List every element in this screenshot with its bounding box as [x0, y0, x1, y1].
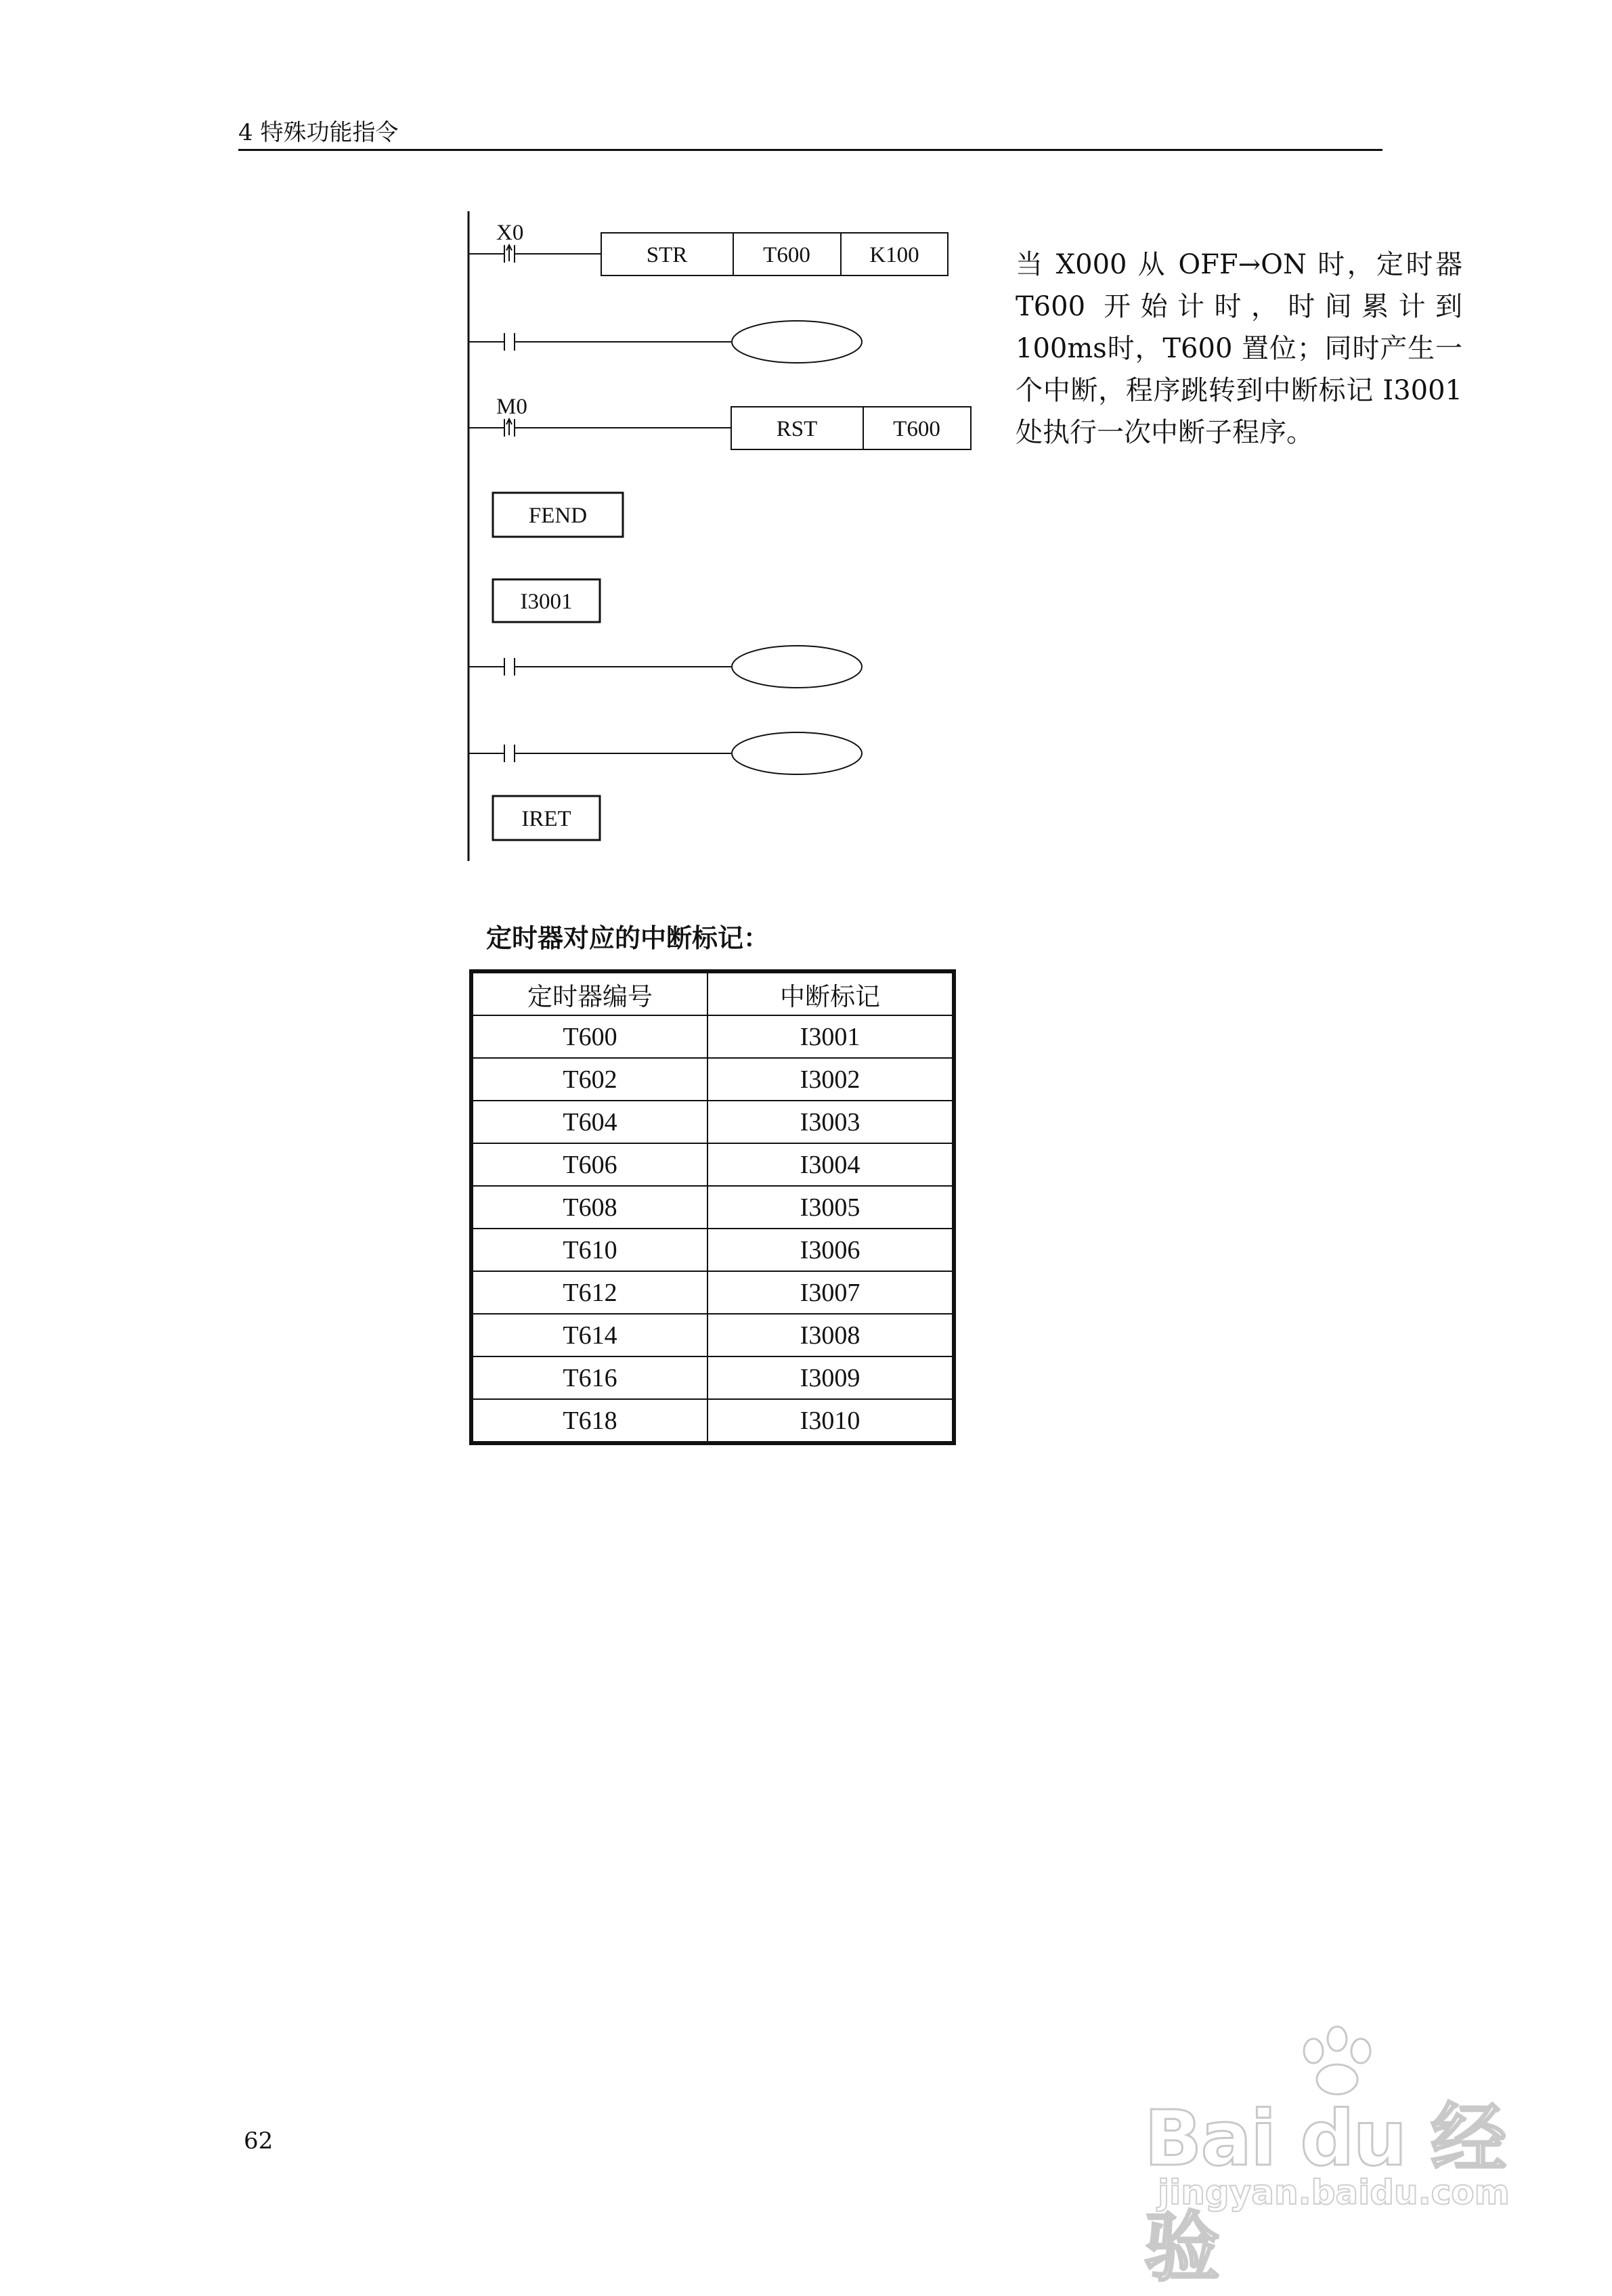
table-row	[471, 1058, 954, 1101]
rung-2	[469, 321, 862, 363]
table-row	[471, 1314, 954, 1356]
table-row	[471, 1015, 954, 1058]
column-header: 中断标记	[707, 971, 954, 1015]
description-text: 当 X000 从 OFF→ON 时，定时器T600 开始计时，时间累计到 100ms时，T600 置位；同时产生一个中断，程序跳转到中断标记 I3001 处执行一次中断子程序。	[1016, 249, 1462, 448]
interrupt-cell: I3006	[707, 1229, 954, 1271]
interrupt-cell: I3001	[707, 1015, 954, 1058]
timer-cell: T610	[471, 1229, 707, 1271]
chapter-header: 4 特殊功能指令	[238, 119, 399, 146]
rung-4	[469, 646, 862, 688]
watermark-url: jingyan.baidu.com	[1158, 2173, 1510, 2212]
fend-label: FEND	[528, 504, 588, 528]
watermark-logo: Bai du 经验	[1144, 2095, 1506, 2292]
timer-cell: T600	[471, 1015, 707, 1058]
interrupt-cell: I3008	[707, 1314, 954, 1356]
rung-3	[469, 395, 971, 449]
timer-cell: T618	[471, 1399, 707, 1443]
iret-label: IRET	[521, 807, 571, 831]
coil	[732, 321, 862, 363]
table-row	[471, 1186, 954, 1229]
table-row	[471, 1356, 954, 1399]
timer-cell: T606	[471, 1143, 707, 1186]
contact-m0-label: M0	[496, 395, 527, 419]
rising-edge-arrow-icon	[506, 245, 512, 261]
interrupt-cell: I3004	[707, 1143, 954, 1186]
table-row	[471, 1143, 954, 1186]
instr-str: STR	[646, 243, 688, 267]
timer-cell: T616	[471, 1356, 707, 1399]
rung-1	[469, 221, 948, 275]
rising-edge-arrow-icon	[506, 419, 512, 435]
interrupt-cell: I3002	[707, 1058, 954, 1101]
page-number: 62	[244, 2127, 274, 2155]
table-row	[471, 1229, 954, 1271]
operand-t600: T600	[763, 243, 810, 267]
table-row	[471, 1399, 954, 1443]
coil	[732, 732, 862, 774]
contact-x0-label: X0	[496, 221, 524, 245]
rung-5	[469, 732, 862, 774]
interrupt-label: I3001	[520, 590, 573, 614]
table-header-row	[471, 971, 954, 1015]
baidu-watermark	[1144, 2024, 1523, 2292]
table-row	[471, 1271, 954, 1314]
interrupt-cell: I3005	[707, 1186, 954, 1229]
table-title: 定时器对应的中断标记：	[486, 923, 770, 953]
timer-cell: T612	[471, 1271, 707, 1314]
instr-rst: RST	[776, 417, 818, 441]
operand-t600-rst: T600	[893, 417, 940, 441]
operand-k100: K100	[869, 243, 919, 267]
interrupt-cell: I3010	[707, 1399, 954, 1443]
timer-cell: T602	[471, 1058, 707, 1101]
interrupt-cell: I3009	[707, 1356, 954, 1399]
timer-cell: T614	[471, 1314, 707, 1356]
timer-cell: T608	[471, 1186, 707, 1229]
timer-cell: T604	[471, 1101, 707, 1143]
interrupt-cell: I3007	[707, 1271, 954, 1314]
coil	[732, 646, 862, 688]
interrupt-cell: I3003	[707, 1101, 954, 1143]
column-header: 定时器编号	[471, 971, 707, 1015]
table-row	[471, 1101, 954, 1143]
timer-interrupt-table	[469, 969, 956, 1445]
